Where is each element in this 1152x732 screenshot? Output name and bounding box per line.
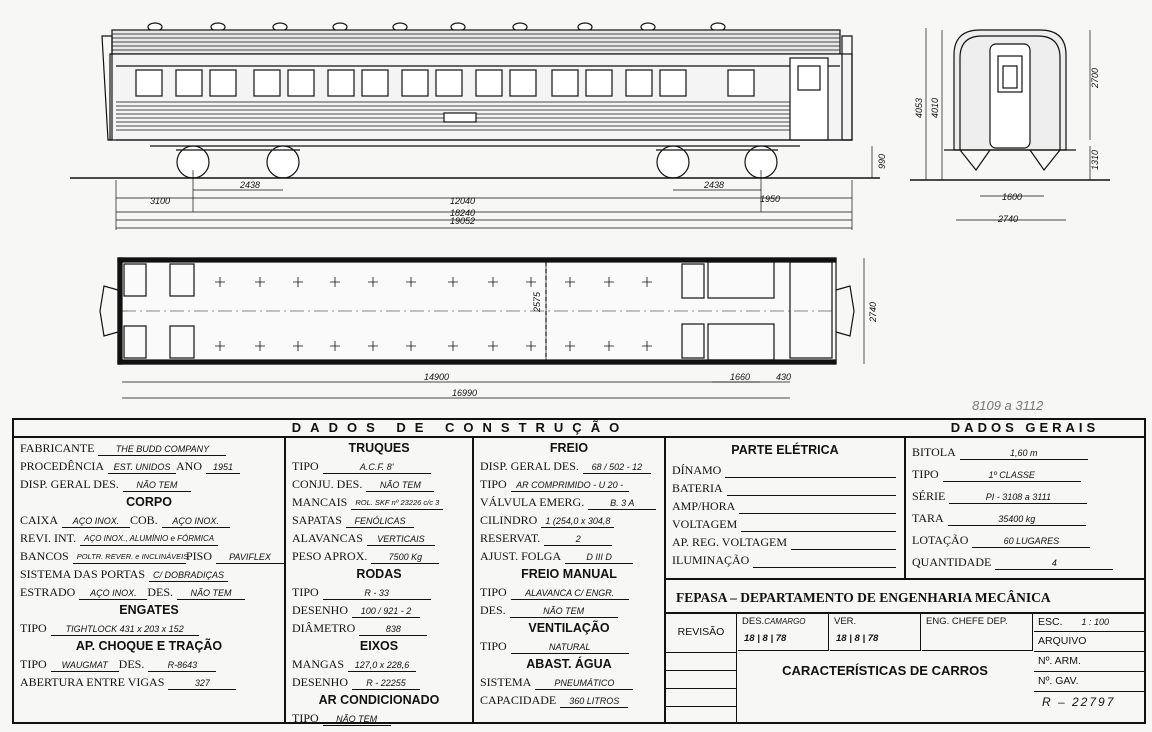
capacidade-label: CAPACIDADE bbox=[480, 693, 557, 707]
des-name: CAMARGO bbox=[764, 617, 806, 626]
eletrica-title: PARTE ELÉTRICA bbox=[731, 443, 839, 457]
tara-value: 35400 kg bbox=[948, 513, 1086, 526]
mangas-value: 127,0 x 228,6 bbox=[348, 659, 416, 672]
manual-des-value: NÃO TEM bbox=[510, 605, 618, 618]
portas-value: C/ DOBRADIÇAS bbox=[149, 569, 228, 582]
choque-tipo-label: TIPO bbox=[20, 657, 47, 671]
header-dados-construcao: DADOS DE CONSTRUÇÃO bbox=[14, 420, 906, 438]
des-year: 78 bbox=[775, 633, 787, 644]
sapatas-label: SAPATAS bbox=[292, 513, 342, 527]
engate-tipo-label: TIPO bbox=[20, 621, 47, 635]
sistema-label: SISTEMA bbox=[480, 675, 532, 689]
cilindro-label: CILINDRO bbox=[480, 513, 538, 527]
valvula-label: VÁLVULA EMERG. bbox=[480, 495, 585, 509]
manual-des-label: DES. bbox=[480, 603, 506, 617]
ar-title: AR CONDICIONADO bbox=[318, 693, 440, 707]
serie-value: PI - 3108 a 3111 bbox=[949, 491, 1087, 504]
cob-label: COB. bbox=[130, 513, 158, 527]
rodas-tipo-label: TIPO bbox=[292, 585, 319, 599]
piso-label: PISO bbox=[185, 549, 212, 563]
rodas-tipo-value: R - 33 bbox=[323, 587, 431, 600]
diametro-value: 838 bbox=[359, 623, 427, 636]
column-corpo bbox=[14, 438, 286, 722]
corpo-title: CORPO bbox=[126, 495, 172, 509]
org-title: FEPASA – DEPARTAMENTO DE ENGENHARIA MECÂNICA bbox=[666, 582, 1144, 614]
arquivo-label: ARQUIVO bbox=[1034, 632, 1144, 652]
vent-tipo-value: NATURAL bbox=[511, 641, 629, 654]
portas-label: SISTEMA DAS PORTAS bbox=[20, 567, 146, 581]
rodas-title: RODAS bbox=[356, 567, 402, 581]
manual-tipo-value: ALAVANCA C/ ENGR. bbox=[511, 587, 629, 600]
dim-4053: 4053 bbox=[914, 97, 924, 118]
quantidade-label: QUANTIDADE bbox=[912, 555, 992, 569]
archive-cells bbox=[1034, 614, 1144, 722]
dim-3100: 3100 bbox=[150, 196, 171, 206]
abertura-label: ABERTURA ENTRE VIGAS bbox=[20, 675, 165, 689]
eng-label: ENG. CHEFE DEP. bbox=[926, 616, 1008, 627]
ventilacao-title: VENTILAÇÃO bbox=[528, 621, 610, 635]
esc-value: 1 : 100 bbox=[1081, 617, 1109, 627]
mancais-value: ROL. SKF nº 23226 c/c 3 bbox=[351, 497, 443, 510]
top-pencil-note: 8109 a 3112 bbox=[972, 398, 1044, 413]
bancos-value: POLTR. REVER. e INCLINÁVEIS bbox=[73, 551, 186, 564]
eixos-title: EIXOS bbox=[359, 639, 399, 653]
ver-cell: VER. 18 | 8 | 78 bbox=[830, 614, 921, 651]
dim-430: 430 bbox=[776, 372, 792, 382]
choque-des-label: DES. bbox=[118, 657, 145, 671]
mancais-label: MANCAIS bbox=[292, 495, 348, 509]
bitola-value: 1,60 m bbox=[960, 447, 1088, 460]
dg-tipo-value: 1º CLASSE bbox=[943, 469, 1081, 482]
ar-tipo-value: NÃO TEM bbox=[323, 713, 391, 726]
choque-tipo-value: WAUGMAT bbox=[51, 659, 119, 672]
estrado-des-label: DES. bbox=[147, 585, 174, 599]
conju-value: NÃO TEM bbox=[366, 479, 434, 492]
caixa-value: AÇO INOX. bbox=[62, 515, 130, 528]
ver-month: 8 bbox=[854, 633, 860, 644]
dg-tipo-label: TIPO bbox=[912, 467, 939, 481]
manual-tipo-label: TIPO bbox=[480, 585, 507, 599]
dim-12040: 12040 bbox=[450, 196, 476, 206]
rodas-desenho-value: 100 / 921 - 2 bbox=[352, 605, 420, 618]
iluminacao-label: ILUMINAÇÃO bbox=[672, 553, 750, 567]
ar-tipo-label: TIPO bbox=[292, 711, 319, 725]
procedencia-label: PROCEDÊNCIA bbox=[20, 459, 105, 473]
caixa-label: CAIXA bbox=[20, 513, 58, 527]
procedencia-value: EST. UNIDOS bbox=[108, 461, 176, 474]
bateria-label: BATERIA bbox=[672, 481, 723, 495]
regvoltagem-label: AP. REG. VOLTAGEM bbox=[672, 535, 788, 549]
voltagem-label: VOLTAGEM bbox=[672, 517, 738, 531]
sapatas-value: FENÓLICAS bbox=[346, 515, 414, 528]
ano-value: 1951 bbox=[206, 461, 240, 474]
dinamo-label: DÍNAMO bbox=[672, 463, 722, 477]
eixos-desenho-value: R - 22255 bbox=[352, 677, 420, 690]
conju-label: CONJU. DES. bbox=[292, 477, 363, 491]
revisao-label: REVISÃO bbox=[677, 626, 725, 638]
truque-tipo-label: TIPO bbox=[292, 459, 319, 473]
drawing-number: R – 22797 bbox=[1042, 695, 1116, 709]
ano-label: ANO bbox=[176, 459, 203, 473]
construction-data-table bbox=[12, 418, 1146, 724]
dim-4010: 4010 bbox=[930, 97, 940, 118]
ver-label: VER. bbox=[834, 616, 857, 627]
freio-manual-title: FREIO MANUAL bbox=[521, 567, 617, 581]
fabricante-label: FABRICANTE bbox=[20, 441, 95, 455]
freio-tipo-label: TIPO bbox=[480, 477, 507, 491]
fabricante-value: THE BUDD COMPANY bbox=[98, 443, 226, 456]
alavancas-value: VERTICAIS bbox=[367, 533, 435, 546]
estrado-value: AÇO INOX. bbox=[79, 587, 147, 600]
iluminacao-line bbox=[753, 567, 896, 568]
dim-1660: 1660 bbox=[730, 372, 751, 382]
freio-disp-label: DISP. GERAL DES. bbox=[480, 459, 579, 473]
folga-value: D III D bbox=[565, 551, 633, 564]
bitola-label: BITOLA bbox=[912, 445, 956, 459]
dim-16990: 16990 bbox=[452, 388, 478, 398]
document-title: CARACTERÍSTICAS DE CARROS bbox=[782, 663, 988, 678]
disp-label: DISP. GERAL DES. bbox=[20, 477, 119, 491]
dim-14900: 14900 bbox=[424, 372, 450, 382]
reservat-label: RESERVAT. bbox=[480, 531, 541, 545]
sistema-value: PNEUMÁTICO bbox=[535, 677, 633, 690]
choque-title: AP. CHOQUE E TRAÇÃO bbox=[75, 639, 223, 653]
diametro-label: DIÂMETRO bbox=[292, 621, 356, 635]
dim-1310: 1310 bbox=[1090, 149, 1100, 170]
agua-title: ABAST. ÁGUA bbox=[526, 657, 612, 671]
revisao-cell bbox=[666, 614, 737, 722]
dim-2740-plan: 2740 bbox=[868, 301, 878, 322]
ver-year: 78 bbox=[867, 633, 879, 644]
cob-value: AÇO INOX. bbox=[162, 515, 230, 528]
eixos-desenho-label: DESENHO bbox=[292, 675, 348, 689]
dim-2575: 2575 bbox=[532, 291, 542, 312]
header-dados-gerais: DADOS GERAIS bbox=[906, 420, 1144, 438]
disp-value: NÃO TEM bbox=[123, 479, 191, 492]
des-month: 8 bbox=[762, 633, 768, 644]
dim-1600: 1600 bbox=[1002, 192, 1023, 202]
alavancas-label: ALAVANCAS bbox=[292, 531, 363, 545]
truque-tipo-value: A.C.F. 8' bbox=[323, 461, 431, 474]
lotacao-value: 60 LUGARES bbox=[972, 535, 1090, 548]
arm-label: Nº. ARM. bbox=[1034, 652, 1144, 672]
valvula-value: B. 3 A bbox=[588, 497, 656, 510]
estrado-des-value: NÃO TEM bbox=[177, 587, 245, 600]
des-cell: DES.CAMARGO 18 | 8 | 78 bbox=[738, 614, 829, 651]
dim-2740-end: 2740 bbox=[998, 214, 1019, 224]
quantidade-value: 4 bbox=[995, 557, 1113, 570]
dim-2700: 2700 bbox=[1090, 67, 1100, 88]
dim-19052: 19052 bbox=[450, 216, 476, 226]
column-freio bbox=[474, 438, 666, 722]
column-truques bbox=[286, 438, 474, 725]
cilindro-value: 1 (254,0 x 304,8 bbox=[541, 515, 614, 528]
freio-disp-value: 68 / 502 - 12 bbox=[583, 461, 651, 474]
engate-tipo-value: TIGHTLOCK 431 x 203 x 152 bbox=[51, 623, 199, 636]
column-dados-gerais bbox=[906, 438, 1144, 580]
freio-title: FREIO bbox=[549, 441, 589, 455]
plan-view bbox=[100, 258, 854, 364]
capacidade-value: 360 LITROS bbox=[560, 695, 628, 708]
eng-cell bbox=[922, 614, 1033, 651]
dim-18240: 18240 bbox=[450, 208, 476, 218]
des-label: DES. bbox=[742, 616, 765, 627]
dim-990: 990 bbox=[877, 153, 887, 169]
piso-value: PAVIFLEX bbox=[216, 551, 284, 564]
bancos-label: BANCOS bbox=[20, 549, 69, 563]
tara-label: TARA bbox=[912, 511, 944, 525]
des-day: 18 bbox=[744, 633, 755, 644]
column-parte-eletrica bbox=[666, 438, 906, 580]
revi-value: AÇO INOX., ALUMÍNIO e FÓRMICA bbox=[80, 533, 218, 546]
estrado-label: ESTRADO bbox=[20, 585, 76, 599]
abertura-value: 327 bbox=[168, 677, 236, 690]
peso-label: PESO APROX. bbox=[292, 549, 368, 563]
rodas-desenho-label: DESENHO bbox=[292, 603, 348, 617]
dim-2438-left: 2438 bbox=[240, 180, 261, 190]
dim-1950: 1950 bbox=[760, 194, 781, 204]
vent-tipo-label: TIPO bbox=[480, 639, 507, 653]
folga-label: AJUST. FOLGA bbox=[480, 549, 562, 563]
amphora-label: AMP/HORA bbox=[672, 499, 736, 513]
mangas-label: MANGAS bbox=[292, 657, 345, 671]
dim-2438-right: 2438 bbox=[704, 180, 725, 190]
choque-des-value: R-8643 bbox=[148, 659, 216, 672]
reservat-value: 2 bbox=[544, 533, 612, 546]
revi-label: REVI. INT. bbox=[20, 531, 77, 545]
title-block bbox=[666, 582, 1144, 722]
ver-day: 18 bbox=[836, 633, 847, 644]
serie-label: SÉRIE bbox=[912, 489, 946, 503]
truques-title: TRUQUES bbox=[348, 441, 410, 455]
lotacao-label: LOTAÇÃO bbox=[912, 533, 969, 547]
side-elevation bbox=[70, 23, 880, 178]
gav-label: Nº. GAV. bbox=[1034, 672, 1144, 692]
freio-tipo-value: AR COMPRIMIDO - U 20 - bbox=[511, 479, 629, 492]
engates-title: ENGATES bbox=[119, 603, 179, 617]
esc-label: ESC. bbox=[1038, 616, 1063, 628]
peso-value: 7500 Kg bbox=[371, 551, 439, 564]
end-elevation bbox=[910, 30, 1110, 180]
